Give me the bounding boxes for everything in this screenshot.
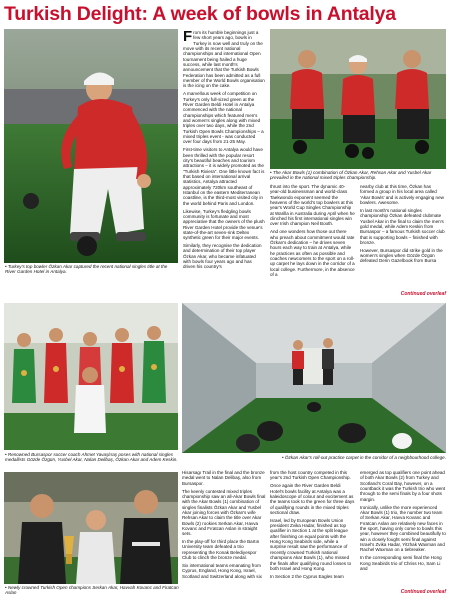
paragraph: Hisarsagı Trail in the final and the bronze medal went to Nalan Delibaş, also from Bursaspor. xyxy=(182,470,265,486)
drop-cap: F xyxy=(183,28,193,45)
photo-corridor-practice-carpet xyxy=(182,303,446,453)
article-column-bottom-2 xyxy=(270,470,355,582)
photo1-caption: • Turkey's top bowler Özkan Akar captured the recent national singles title at the River Garden Hotel in Antalya. xyxy=(5,264,168,275)
photo-ozkan-akar-bowling xyxy=(4,29,178,263)
photo-medallists-group xyxy=(4,303,178,450)
paragraph: Ironically, unlike the more experienced Akar Bowls (1) trio, the number two team of Serkan Akar, Havva Kovanc and Fıratcan Aslan are relatively new faces in the sport, having only come to bowls this year, however they combined beautifully to win a closely fought semi final against Israel's Zvika Hadar, Yitzhak Waxman and Rachel Waxman on a tiebreaker. xyxy=(360,504,446,553)
paragraph: A marvellous week of competition on Turkey's only full-sized green at the River Garden Beldi Hotel in Antalya commenced with the national championships which featured men's and women's singles along with mixed triples over two days, while the 2nd Turkish Open Bowls Championships – a mixed triples event - was conducted over four days from 21-25 May. xyxy=(183,91,264,145)
continued-overleaf: Continued overleaf xyxy=(400,291,446,297)
paragraph: In the play-off for third place the Bartın University team defeated a trio representing the Konak Belediyespor Club to clinch the bronze medal. xyxy=(182,539,260,561)
photo5-caption: • Newly crowned Turkish Open champions Serkan Akar, Havvah Kovanc and Firatcan Aslan xyxy=(5,585,179,596)
paragraph: from the host country competed in this year's 2nd Turkish Open Championship. xyxy=(270,470,351,481)
paragraph: nearby club at this time, Özkan has formed a group in his local area called 'Akar Bowls' and is actively engaging new bowlers. Awesome. xyxy=(360,184,444,206)
paragraph: Six international teams emanating from Cyprus, England, Hong Kong, Israel, Scotland and Switzerland along with six xyxy=(182,563,262,579)
paragraph: And one wonders how those out there who preach about commitment would rate Özkan's dedication – he drives seven hours each way to train at Antalya, while he practices as often as possible and coaches newcomers to the sport on a roll-up carpet he lays down in the corridor of a local college. Furthermore, in the absence of a xyxy=(270,229,355,277)
paragraph: In the corresponding semi final the Hong Kong Seabirds trio of Chriss Ho, Sam Li and xyxy=(360,555,442,571)
paragraph: Once again the River Garden Beldi Hotel's bowls facility at Antalya was a kaleidoscope of colour and excitement as the teams took to the green for three days of qualifying rounds in the mixed triples sectional draw. xyxy=(270,483,355,515)
paragraph: In last month's national singles championship Özkan defeated clubmate Yusbel Akar in the final to claim the men's gold medal, while Adem Keskin from Bursaspor – a famous Turkish soccer club that is supporting bowls – finished with bronze. xyxy=(360,207,445,245)
paragraph: In Section 2 the Cyprus Eagles team xyxy=(270,573,344,579)
photo2-caption: • The Akar Bowls (1) combination of Özkan Akar, Rehsan Akar and Yusbel Akar prevailed in the national mixed triples championship. xyxy=(270,170,432,181)
photo-akar-bowls-trio xyxy=(270,29,446,169)
paragraph: However, Bursaspor did strike gold in the women's singles when Gözde Özgün defeated Derin Gazelbook from Bursa xyxy=(360,247,443,264)
paragraph: Similarly, they recognise the dedication and determination of their top player Özkan Akar, who became infatuated with bowls four years ago and has driven his country's xyxy=(183,243,262,270)
paragraph: emerged as top qualifiers one point ahead of both Akar Bowls (2) from Turkey and Scotland's Coral Bay, however, on a countback it was the Turkish trio who went through to the semi finals by a four shots margin. xyxy=(360,470,446,502)
headline: Turkish Delight: A week of bowls in Antalya xyxy=(4,3,396,25)
article-column-top-1 xyxy=(183,30,265,272)
paragraph: rom its humble beginnings just a few short years ago, bowls in Turkey is now well and truly on the move with its recent national championships and international Open tournament being hailed a huge success, while last month's announcement that the Turkish Bowls Federation has been admitted as a full member of the World Bowls organisation is the icing on the cake. xyxy=(183,30,265,89)
paragraph: The keenly contested mixed triples championship saw an all-Akar Bowls final with the Akar Bowls (1) combination of singles finalists Özkan Akar and Yusbel Akar joining forces with Özkan's wife Rehsan Akar to claim the title over Akar Bowls (2) rookies Serkan Akar, Havva Kovanc and Fıratcan Aslan in straight sets. xyxy=(182,488,266,537)
article-column-top-3 xyxy=(360,184,446,266)
article-column-bottom-1 xyxy=(182,470,266,582)
paragraph: Israel, led by European Bowls Union president Zvika Hadar, finished as top qualifier in Section 1 at the split league after finishing on equal points with the Hong Kong Seabirds side, while a surprise result saw the performance of recently crowned Turkish national champions Akar Bowls (1), who missed the finals after qualifying round losses to both Israel and Hong Kong. xyxy=(270,517,352,571)
paragraph: thrust into the sport. The dynamic 40-year-old businessman and world-class Taekwondo exponent seemed the heavens of the world's top bowlers at this year's World Cup Singles Championship at Warilla in Australia during April when he clinched his first international singles win over Irish champion Neil Booth. xyxy=(270,184,355,227)
continued-overleaf: Continued overleaf xyxy=(400,589,446,595)
paragraph: Likewise, Turkey's fledgling bowls community is fortunate and most appreciative that the owners of the plush River Garden Hotel provide the venue's state-of-the-art seven-rink Deltex synthetic green for their major events. xyxy=(183,208,265,241)
paragraph: First-time visitors to Antalya would have been thrilled with the popular resort city's beautiful beaches and tourism attractions – it is widely promoted as the "Turkish Riviera". One little known fact is that based on international arrival statistics, Antalya attracted approximately 720km southeast of Istanbul on the eastern Mediterranean coastline, is the third-most visited city in the world behind Paris and London. xyxy=(183,147,265,206)
photo3-caption: • Renowned Bursaspor soccer coach Ahmet Yavaşlıraş poses with national singles medallists Gözde Özgün, Yusbel Akar, Nalan Delibaş, Özkan Akar and Adem Keskin. xyxy=(5,452,178,463)
photo-turkish-open-champions xyxy=(4,472,178,584)
photo4-caption: • Özkan Akar's roll-out practice carpet in the corridor of a neighbourhood college. xyxy=(282,455,446,460)
article-column-top-2 xyxy=(270,184,355,280)
article-column-bottom-3 xyxy=(360,470,446,574)
